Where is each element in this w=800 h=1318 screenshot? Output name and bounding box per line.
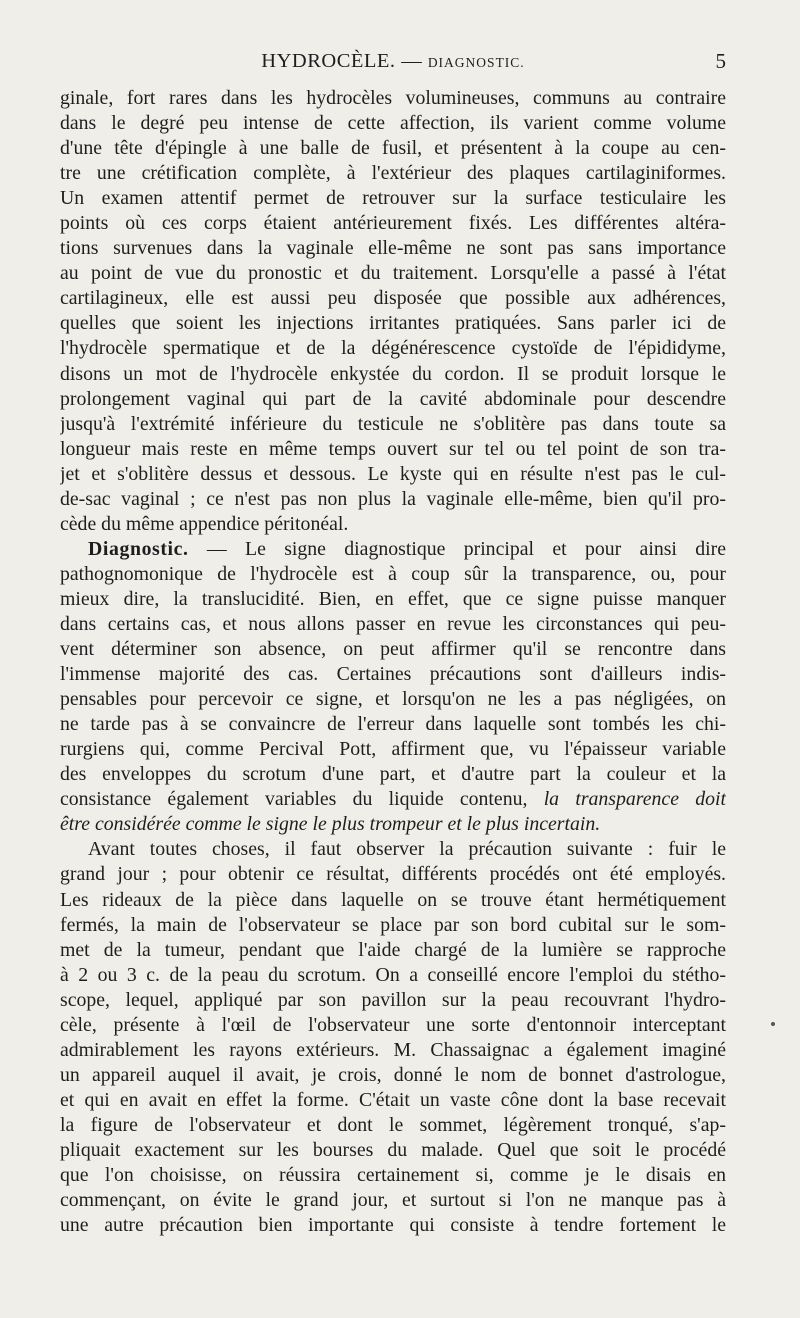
text-line: grand jour ; pour obtenir ce résultat, différents procédés ont été employés. [60,863,726,886]
page-body [60,86,726,1238]
text-line: cède du même appendice péritonéal. [60,512,349,535]
text-fragment: consistance également variables du liquide contenu, [60,788,544,811]
section-heading-diagnostic: Diagnostic. [88,537,189,560]
text-line: dans le degré peu intense de cette affection, ils varient comme volume [60,112,726,135]
text-line: rurgiens qui, comme Percival Pott, affirment que, vu l'épaisseur variable [60,738,726,761]
text-line: des enveloppes du scrotum d'une part, et d'autre part la couleur et la [60,763,726,786]
text-line: prolongement vaginal qui part de la cavité abdominale pour descendre [60,387,726,410]
text-line: à 2 ou 3 c. de la peau du scrotum. On a conseillé encore l'emploi du stétho- [60,963,726,986]
running-head-section: DIAGNOSTIC. [427,55,525,70]
text-line: admirablement les rayons extérieurs. M. Chassaignac a également imaginé [60,1038,726,1061]
text-line: une autre précaution bien importante qui consiste à tendre fortement le [60,1214,726,1237]
text-line: que l'on choisisse, on réussira certainement si, comme je le disais en [60,1164,726,1187]
text-line: disons un mot de l'hydrocèle enkystée du cordon. Il se produit lorsque le [60,362,726,385]
page-number: 5 [715,49,726,73]
text-line: cèle, présente à l'œil de l'observateur une sorte d'entonnoir interceptant [60,1013,726,1036]
text-line: dans certains cas, et nous allons passer en revue les circonstances qui peu- [60,612,726,635]
text-line: mieux dire, la translucidité. Bien, en effet, que ce signe puisse manquer [60,587,726,610]
text-line: un appareil auquel il avait, je crois, donné le nom de bonnet d'astrologue, [60,1063,726,1086]
text-line: scope, lequel, appliqué par son pavillon sur la peau recouvrant l'hydro- [60,988,726,1011]
text-line: pliquait exactement sur les bourses du malade. Quel que soit le procédé [60,1138,726,1161]
text-line: d'une tête d'épingle à une balle de fusil, et présentent à la coupe au cen- [60,137,726,160]
text-line: la figure de l'observateur et dont le sommet, légèrement tronqué, s'ap- [60,1113,726,1136]
paragraph-diagnostic [60,537,726,838]
text-line: met de la tumeur, pendant que l'aide chargé de la lumière se rapproche [60,938,726,961]
text-line: jet et s'oblitère dessus et dessous. Le kyste qui en résulte n'est pas le cul- [60,462,726,485]
text-line: ne tarde pas à se convaincre de l'erreur dans laquelle sont tombés les chi- [60,713,726,736]
text-line [60,537,726,562]
running-head [60,46,726,78]
text-line: Avant toutes choses, il faut observer la précaution suivante : fuir le [88,838,726,861]
paragraph-continuation [60,86,726,537]
text-line: longueur mais reste en même temps ouvert sur tel ou tel point de son tra- [60,437,726,460]
margin-speck [771,1022,775,1026]
heading-line-text: — Le signe diagnostique principal et pour ainsi dire [188,537,726,560]
text-line: l'immense majorité des cas. Certaines précautions sont d'ailleurs indis- [60,663,726,686]
text-line: fermés, la main de l'observateur se place par son bord cubital sur le som- [60,913,726,936]
text-line: tions survenues dans la vaginale elle-même ne sont pas sans importance [60,237,726,260]
text-line: pathognomonique de l'hydrocèle est à coup sûr la transparence, ou, pour [60,562,726,585]
text-line: pensables pour percevoir ce signe, et lorsqu'on ne les a pas négligées, on [60,688,726,711]
text-line: Les rideaux de la pièce dans laquelle on se trouve étant hermétiquement [60,888,726,911]
text-line: tre une crétification complète, à l'extérieur des plaques cartilaginiformes. [60,162,726,185]
text-line: l'hydrocèle spermatique et de la dégénérescence cystoïde de l'épididyme, [60,337,726,360]
text-line: commençant, on évite le grand jour, et surtout si l'on ne manque pas à [60,1189,726,1212]
text-line: jusqu'à l'extrémité inférieure du testicule ne s'oblitère pas dans toute sa [60,412,726,435]
italic-quote-start: la transparence doit [543,788,726,811]
text-line: Un examen attentif permet de retrouver sur la surface testiculaire les [60,187,726,210]
running-head-separator: — [401,50,423,72]
text-line: de-sac vaginal ; ce n'est pas non plus la vaginale elle-même, bien qu'il pro- [60,487,726,510]
text-line: cartilagineux, elle est aussi peu disposée que possible aux adhérences, [60,287,726,310]
italic-quote-end: être considérée comme le signe le plus trompeur et le plus incertain. [60,813,601,836]
text-line: vent déterminer son absence, on peut affirmer qu'il se rencontre dans [60,638,726,661]
running-title: HYDROCÈLE. [261,50,396,72]
text-line: et qui en avait en effet la forme. C'était un vaste cône dont la base recevait [60,1088,726,1111]
page-header [60,46,726,76]
text-line: ginale, fort rares dans les hydrocèles volumineuses, communs au contraire [60,87,726,109]
text-line: quelles que soient les injections irritantes pratiquées. Sans parler ici de [60,312,726,335]
text-line [60,787,726,812]
paragraph-precautions [60,837,726,1238]
text-line: points où ces corps étaient antérieurement fixés. Les différentes altéra- [60,212,726,235]
text-line: au point de vue du pronostic et du traitement. Lorsqu'elle a passé à l'état [60,262,726,285]
